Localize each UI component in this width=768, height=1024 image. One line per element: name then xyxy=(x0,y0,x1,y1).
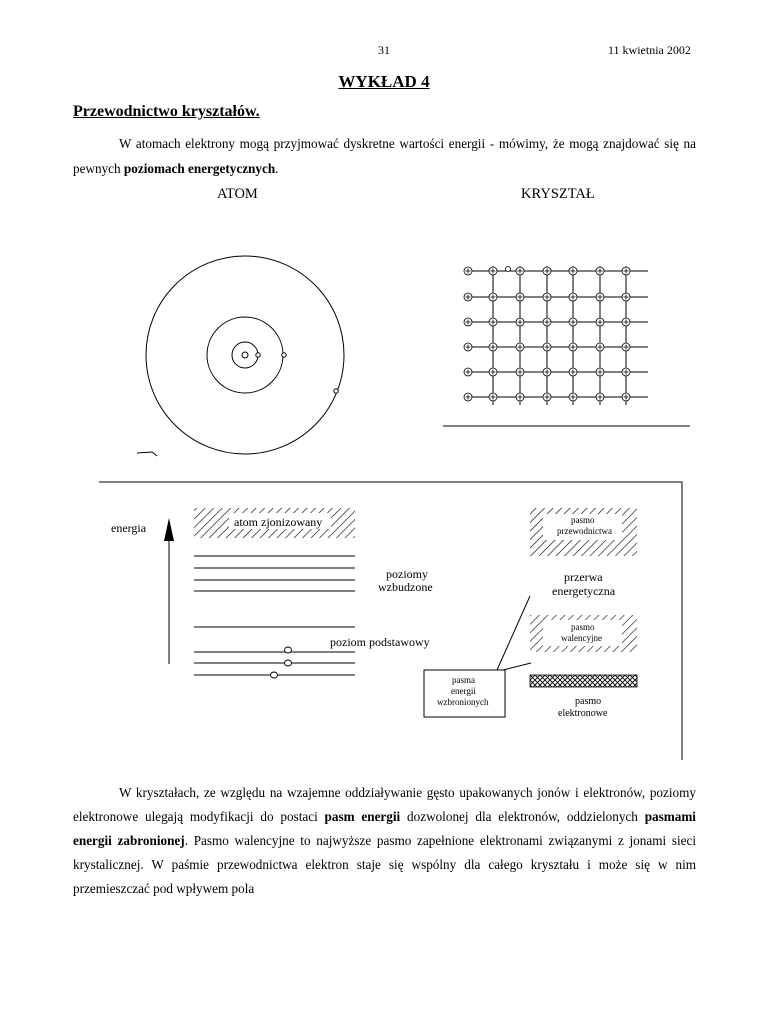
crystal-label: KRYSZTAŁ xyxy=(521,186,595,202)
electron-band xyxy=(530,675,637,687)
excited-label-2: wzbudzone xyxy=(378,580,433,594)
energy-arrow-head xyxy=(164,518,174,541)
intro-end: . xyxy=(275,161,279,176)
electron-band-label-1: pasmo xyxy=(575,696,602,707)
body-bold-1: pasm energii xyxy=(324,809,401,824)
header-date: 11 kwietnia 2002 xyxy=(608,43,691,57)
lecture-title: WYKŁAD 4 xyxy=(338,72,430,91)
intro-bold: poziomach energetycznych xyxy=(123,161,276,176)
valence-label-2: walencyjne xyxy=(561,633,602,643)
gap-label-2: energetyczna xyxy=(552,584,616,598)
body-text-1: W kryształach, ze względu na wzajemne oddziaływanie gęsto upakowanych jonów i elektronów, poziomy elektronowe ulegają modyfikacji do postaci xyxy=(73,785,696,824)
callout-line-1 xyxy=(497,596,530,670)
ground-label: poziom podstawowy xyxy=(330,635,430,649)
gap-label-1: przerwa xyxy=(564,570,603,584)
forbidden-label-2: energii xyxy=(451,686,476,696)
electron-band-label-2: elektronowe xyxy=(558,708,608,719)
body-bold-2: pasmami energii zabronionej xyxy=(73,809,696,848)
page-number: 31 xyxy=(378,43,390,57)
forbidden-label-3: wzbronionych xyxy=(437,697,489,707)
excited-label-1: poziomy xyxy=(386,567,428,581)
body-paragraph xyxy=(73,781,696,901)
callout-line-2 xyxy=(503,663,531,670)
forbidden-label-1: pasma xyxy=(452,675,475,685)
energy-levels xyxy=(194,556,355,675)
intro-text: W atomach elektrony mogą przyjmować dyskretne wartości energii - mówimy, że mogą znajdować się na pewnych xyxy=(73,136,696,176)
valence-label-1: pasmo xyxy=(571,622,595,632)
energia-label: energia xyxy=(111,521,147,535)
section-title: Przewodnictwo kryształów. xyxy=(73,103,260,120)
conduction-label-2: przewodnictwa xyxy=(557,526,612,536)
conduction-label-1: pasmo xyxy=(571,515,595,525)
ionized-label: atom zjonizowany xyxy=(234,515,323,529)
body-text-3: . Pasmo walencyjne to najwyższe pasmo zapełnione elektronami związanymi z jonami sieci krystalicznej. W paśmie przewodnictwa elektron staje się wspólny dla całego kryształu i może się w nim przemieszczać pod wpływem pola xyxy=(73,833,696,896)
body-text-2: dozwolonej dla elektronów, oddzielonych xyxy=(400,809,645,824)
atom-label: ATOM xyxy=(217,186,258,202)
